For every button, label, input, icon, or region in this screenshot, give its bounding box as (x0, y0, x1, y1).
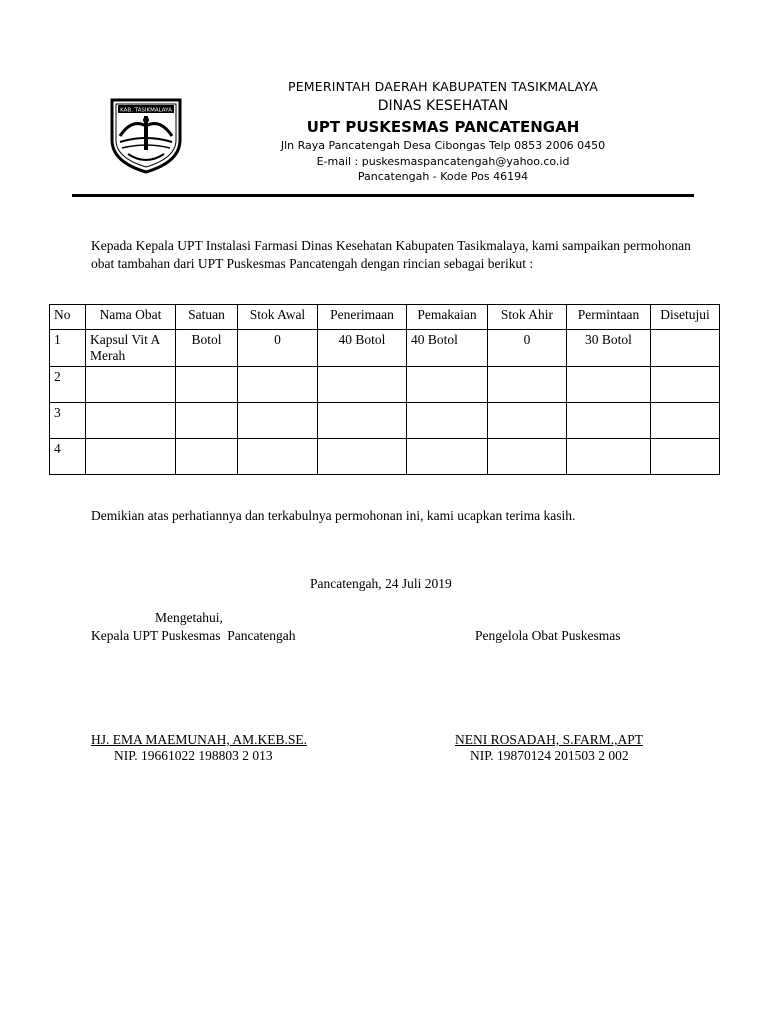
right-signer-role: Pengelola Obat Puskesmas (475, 628, 621, 643)
cell-pemakaian (407, 439, 488, 475)
cell-no: 3 (50, 403, 86, 439)
cell-stok-awal (238, 367, 318, 403)
cell-disetujui (651, 403, 720, 439)
svg-text:KAB. TASIKMALAYA: KAB. TASIKMALAYA (120, 107, 172, 114)
header-permintaan: Permintaan (567, 305, 651, 330)
cell-satuan (176, 367, 238, 403)
left-signer-role: Kepala UPT Puskesmas Pancatengah (91, 628, 296, 643)
letterhead-department: DINAS KESEHATAN (377, 98, 509, 114)
header-satuan: Satuan (176, 305, 238, 330)
cell-satuan (176, 403, 238, 439)
cell-permintaan (567, 403, 651, 439)
letterhead-email: E-mail : puskesmaspancatengah@yahoo.co.id (316, 155, 570, 168)
header-pemakaian: Pemakaian (407, 305, 488, 330)
table-row (50, 439, 720, 475)
table-row (50, 330, 720, 367)
cell-permintaan (567, 367, 651, 403)
table-header-row (50, 305, 720, 330)
table-row (50, 367, 720, 403)
cell-penerimaan: 40 Botol (318, 330, 407, 367)
closing-paragraph: Demikian atas perhatiannya dan terkabulnya permohonan ini, kami ucapkan terima kasih. (91, 508, 576, 523)
letterhead-divider (72, 194, 694, 197)
cell-nama-obat: Kapsul Vit A Merah (86, 330, 176, 367)
cell-satuan (176, 439, 238, 475)
cell-no: 2 (50, 367, 86, 403)
cell-stok-ahir (488, 439, 567, 475)
letterhead-postcode: Pancatengah - Kode Pos 46194 (357, 170, 529, 183)
header-disetujui: Disetujui (651, 305, 720, 330)
letterhead-government: PEMERINTAH DAERAH KABUPATEN TASIKMALAYA (287, 79, 599, 94)
cell-nama-obat (86, 403, 176, 439)
table-row (50, 403, 720, 439)
cell-stok-awal (238, 403, 318, 439)
right-signer-nip: NIP. 19870124 201503 2 002 (470, 748, 629, 763)
cell-penerimaan (318, 367, 407, 403)
cell-stok-awal: 0 (238, 330, 318, 367)
cell-stok-ahir (488, 403, 567, 439)
letterhead-institution: UPT PUSKESMAS PANCATENGAH (306, 118, 580, 136)
cell-pemakaian (407, 367, 488, 403)
cell-stok-ahir: 0 (488, 330, 567, 367)
right-signer-name: NENI ROSADAH, S.FARM.,APT (455, 732, 644, 747)
cell-disetujui (651, 439, 720, 475)
header-no: No (50, 305, 86, 330)
cell-pemakaian (407, 403, 488, 439)
header-nama-obat: Nama Obat (86, 305, 176, 330)
cell-stok-awal (238, 439, 318, 475)
cell-no: 4 (50, 439, 86, 475)
acknowledge-label: Mengetahui, (155, 610, 223, 625)
intro-paragraph: Kepada Kepala UPT Instalasi Farmasi Dinas Kesehatan Kabupaten Tasikmalaya, kami sampaikan permohonan obat tambahan dari UPT Puskesmas Pancatengah dengan rincian sebagai berikut : (91, 238, 691, 271)
cell-no: 1 (50, 330, 86, 367)
cell-penerimaan (318, 403, 407, 439)
header-stok-ahir: Stok Ahir (488, 305, 567, 330)
cell-nama-obat (86, 439, 176, 475)
cell-disetujui (651, 367, 720, 403)
cell-permintaan (567, 439, 651, 475)
district-logo (106, 96, 186, 174)
left-signer-nip: NIP. 19661022 198803 2 013 (114, 748, 273, 763)
cell-disetujui (651, 330, 720, 367)
header-penerimaan: Penerimaan (318, 305, 407, 330)
letterhead-address: Jln Raya Pancatengah Desa Cibongas Telp 0853 2006 0450 (280, 139, 606, 152)
letter-date: Pancatengah, 24 Juli 2019 (310, 576, 452, 591)
cell-penerimaan (318, 439, 407, 475)
header-stok-awal: Stok Awal (238, 305, 318, 330)
cell-stok-ahir (488, 367, 567, 403)
medicine-request-table (49, 304, 720, 475)
cell-nama-obat (86, 367, 176, 403)
left-signer-name: HJ. EMA MAEMUNAH, AM.KEB.SE. (91, 732, 308, 747)
cell-permintaan: 30 Botol (567, 330, 651, 367)
cell-pemakaian: 40 Botol (407, 330, 488, 367)
cell-satuan: Botol (176, 330, 238, 367)
